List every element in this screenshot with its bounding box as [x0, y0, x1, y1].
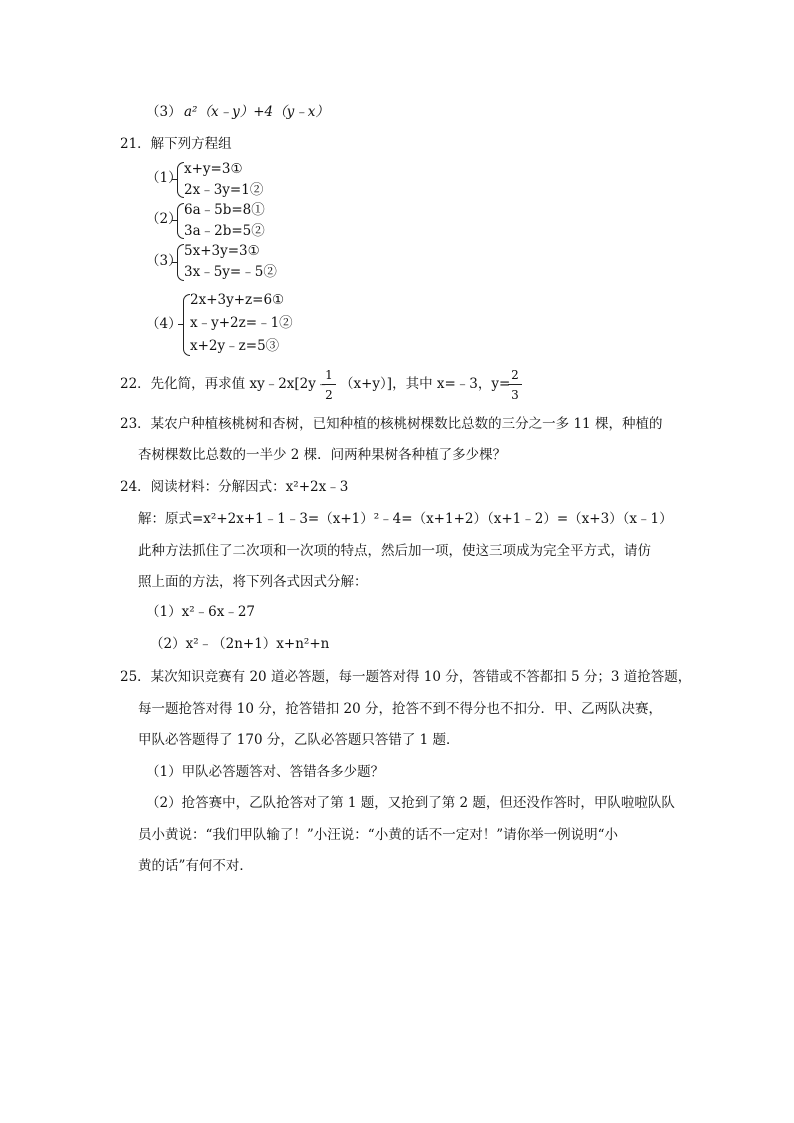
- q22-text-b: （x+y）]，其中 x=﹣3，y=: [340, 376, 511, 392]
- q21-part2-brace-tip: [172, 220, 177, 221]
- q21-part3-brace: [177, 244, 184, 281]
- q21-part3-brace-tip: [172, 262, 177, 263]
- q25-line2: 每一题抢答对得 10 分，抢答错扣 20 分，抢答不到不得分也不扣分．甲、乙两队决赛，: [138, 701, 663, 717]
- q21-part3-eq2: 3x﹣5y=﹣5②: [184, 264, 277, 280]
- q21-part1-eq2: 2x﹣3y=1②: [184, 182, 264, 198]
- q21-part4-eq2: x﹣y+2z=﹣1②: [190, 315, 293, 331]
- q25-line1: 25．某次知识竞赛有 20 道必答题，每一题答对得 10 分，答错或不答都扣 5 分；3 道抢答题，: [120, 669, 692, 685]
- q23-line2: 杏树棵数比总数的一半少 2 棵．问两种果树各种植了多少棵？: [138, 447, 507, 463]
- q22-frac2-num: 2: [511, 368, 519, 382]
- q24-line3: 此种方法抓住了二次项和一次项的特点，然后加一项，使这三项成为完全平方式，请仿: [138, 543, 651, 559]
- q21-part2-brace: [177, 203, 184, 239]
- q21-part2-eq2: 3a﹣2b=5②: [184, 223, 265, 239]
- q25-line5: （2）抢答赛中，乙队抢答对了第 1 题，又抢到了第 2 题，但还没作答时，甲队啦啦队队: [146, 795, 675, 811]
- q21-part1-brace: [177, 162, 184, 198]
- q21-part1-eq1: x+y=3①: [184, 161, 243, 177]
- q21-part4-brace-tip: [178, 324, 183, 325]
- q22-frac1-den: 2: [325, 388, 333, 402]
- q24-part2: （2）x²﹣（2n+1）x+n²+n: [150, 636, 330, 652]
- q24-line4: 照上面的方法，将下列各式因式分解：: [138, 574, 368, 590]
- q22-text-a: 22．先化简，再求值 xy﹣2x[2y﹣: [120, 376, 330, 392]
- q21-title: 21．解下列方程组: [120, 136, 232, 152]
- q20-part3-number: （3）: [146, 104, 182, 120]
- q25-line4: （1）甲队必答题答对、答错各多少题？: [146, 764, 385, 780]
- q21-part2-eq1: 6a﹣5b=8①: [184, 202, 265, 218]
- q23-line1: 23．某农户种植核桃树和杏树，已知种植的核桃树棵数比总数的三分之一多 11 棵，种植的: [120, 416, 663, 432]
- q22-frac1-num: 1: [325, 368, 333, 382]
- q21-part1-brace-tip: [172, 179, 177, 180]
- q22-frac2-den: 3: [511, 388, 519, 402]
- q21-part4-number: （4）: [146, 316, 182, 332]
- q24-part1: （1）x²﹣6x﹣27: [146, 604, 255, 620]
- q21-part3-eq1: 5x+3y=3①: [184, 243, 260, 259]
- q22-frac1-bar: [322, 384, 336, 385]
- q21-part1-number: （1）: [146, 170, 182, 186]
- q24-title: 24．阅读材料：分解因式：x²+2x﹣3: [120, 479, 349, 495]
- q24-solution: 解：原式=x²+2x+1﹣1﹣3=（x+1）²﹣4=（x+1+2）（x+1﹣2）=（x+3）（x﹣1）: [138, 511, 673, 527]
- q25-line7: 黄的话”有何不对．: [138, 858, 253, 874]
- q20-part3-expression: a²（x﹣y）+4（y﹣x）: [184, 104, 329, 120]
- q21-part4-eq1: 2x+3y+z=6①: [190, 292, 285, 308]
- q21-part4-brace: [183, 294, 190, 356]
- q22-frac2-bar: [508, 384, 522, 385]
- q21-part4-eq3: x+2y﹣z=5③: [190, 338, 280, 354]
- q25-line3: 甲队必答题得了 170 分，乙队必答题只答错了 1 题．: [138, 732, 460, 748]
- q25-line6: 员小黄说：“我们甲队输了！”小汪说：“小黄的话不一定对！”请你举一例说明“小: [138, 827, 619, 843]
- q21-part2-number: （2）: [146, 211, 182, 227]
- q21-part3-number: （3）: [146, 253, 182, 269]
